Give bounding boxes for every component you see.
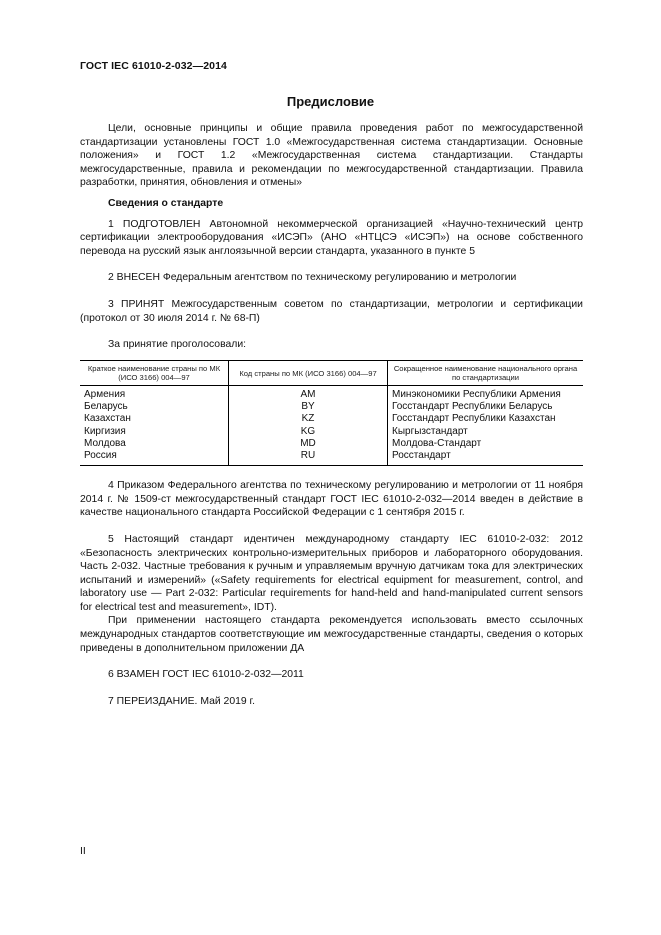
intro-paragraph: Цели, основные принципы и общие правила проведения работ по межгосударственной стандартизации установлены ГОСТ 1.0 «Межгосударственная система стандартизации. Основные положения» и ГОСТ 1.2 «Межгосударственная система стандартизации. Стандарты межгосударственные, правила и рекомендации по межгосударственной стандартизации. Правила разработки, принятия, обновления и отмены»: [80, 123, 583, 189]
item-2-paragraph: 2 ВНЕСЕН Федеральным агентством по техническому регулированию и метрологии: [108, 272, 517, 284]
body-cell: Молдова-Стандарт: [388, 438, 584, 450]
code-cell: KG: [229, 426, 388, 438]
table-row: [80, 385, 583, 401]
table-row: [80, 450, 583, 466]
item-7-paragraph: 7 ПЕРЕИЗДАНИЕ. Май 2019 г.: [108, 695, 255, 707]
country-cell: Беларусь: [84, 401, 128, 413]
code-cell: BY: [229, 401, 388, 413]
page-number: II: [80, 845, 86, 857]
code-cell: KZ: [229, 413, 388, 425]
code-cell: MD: [229, 438, 388, 450]
item-3-paragraph: 3 ПРИНЯТ Межгосударственным советом по стандартизации, метрологии и сертификации (протокол от 30 июля 2014 г. № 68-П): [80, 298, 583, 324]
code-cell: RU: [229, 450, 388, 466]
table-row: [80, 426, 583, 438]
country-cell: Киргизия: [84, 425, 126, 437]
item-4-paragraph: 4 Приказом Федерального агентства по техническому регулированию и метрологии от 11 ноября 2014 г. № 1509-ст межгосударственный стандарт ГОСТ IEC 61010-2-032—2014 введен в действие в качестве национального стандарта Российской Федерации с 1 сентября 2015 г.: [80, 480, 583, 519]
item-5-note-paragraph: При применении настоящего стандарта рекомендуется использовать вместо ссылочных международных стандартов соответствующие им межгосударственные стандарты, сведения о которых приведены в дополнительном приложении ДА: [80, 615, 583, 654]
voted-label: За принятие проголосовали:: [108, 339, 247, 351]
page-title: Предисловие: [286, 94, 375, 109]
country-cell: Молдова: [84, 437, 126, 449]
column-header-body: Сокращенное наименование национального органа по стандартизации: [388, 360, 584, 385]
item-5-paragraph: 5 Настоящий стандарт идентичен международному стандарту IEC 61010-2-032: 2012 «Безопасность электрических контрольно-измерительных приборов и лабораторного оборудования. Часть 2-032. Частные требования к ручным и управляемым вручную датчикам тока для электрических испытаний и измерений» («Safety requirements for electrical equipment for measurement, control, and laboratory use — Part 2-032: Particular requirements for hand-held and hand-manipulated current sensors for electrical test and measurement», IDT).: [80, 533, 583, 613]
document-code-header: ГОСТ IEC 61010-2-032—2014: [80, 60, 227, 72]
column-header-country: Краткое наименование страны по МК (ИСО 3166) 004—97: [80, 360, 229, 385]
section-heading: Сведения о стандарте: [108, 197, 224, 209]
code-cell: AM: [229, 385, 388, 401]
foreword-body: [80, 122, 583, 708]
body-cell: Госстандарт Республики Казахстан: [388, 413, 584, 425]
body-cell: Госстандарт Республики Беларусь: [388, 401, 584, 413]
body-cell: Кыргызстандарт: [388, 426, 584, 438]
table-row: [80, 401, 583, 413]
voting-countries-table: [80, 360, 583, 466]
country-cell: Россия: [80, 450, 229, 466]
column-header-code: Код страны по МК (ИСО 3166) 004—97: [229, 360, 388, 385]
body-cell: Росстандарт: [388, 450, 584, 466]
country-cell: Казахстан: [84, 413, 131, 425]
body-cell: Минэкономики Республики Армения: [388, 385, 584, 401]
table-header-row: [80, 360, 583, 385]
item-6-paragraph: 6 ВЗАМЕН ГОСТ IEC 61010-2-032—2011: [108, 669, 304, 681]
item-1-paragraph: 1 ПОДГОТОВЛЕН Автономной некоммерческой организацией «Научно-технический центр сертификации электрооборудования «ИСЭП» (АНО «НТЦСЭ «ИСЭП») на основе собственного перевода на русский язык англоязычной версии стандарта, указанного в пункте 5: [80, 218, 583, 257]
table-row: [80, 438, 583, 450]
table-row: [80, 413, 583, 425]
country-cell: Армения: [84, 388, 126, 400]
